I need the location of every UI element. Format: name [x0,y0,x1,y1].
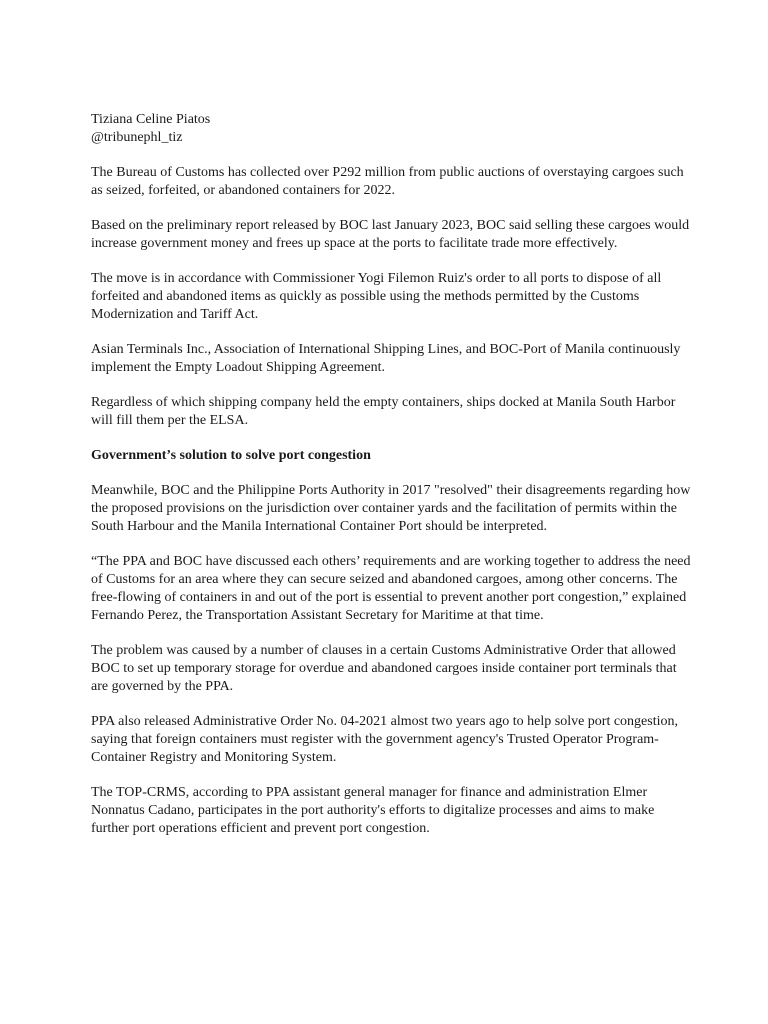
paragraph-6: Meanwhile, BOC and the Philippine Ports Authority in 2017 "resolved" their disagreements regarding how the proposed provisions on the jurisdiction over container yards and the facilitation of permits within the South Harbour and the Manila International Container Port should be interpreted. [91,483,691,534]
paragraph-5: Regardless of which shipping company held the empty containers, ships docked at Manila South Harbor will fill them per the ELSA. [91,395,676,428]
paragraph-3: The move is in accordance with Commissioner Yogi Filemon Ruiz's order to all ports to dispose of all forfeited and abandoned items as quickly as possible using the methods permitted by the Customs Modernization and Tariff Act. [91,271,662,322]
document-page [91,111,691,855]
author-handle: @tribunephl_tiz [91,130,183,145]
author-name: Tiziana Celine Piatos [91,112,211,127]
paragraph-9: PPA also released Administrative Order No. 04-2021 almost two years ago to help solve port congestion, saying that foreign containers must register with the government agency's Trusted Operator Program-Container Registry and Monitoring System. [91,714,679,765]
section-heading: Government’s solution to solve port congestion [91,448,371,463]
paragraph-8: The problem was caused by a number of clauses in a certain Customs Administrative Order that allowed BOC to set up temporary storage for overdue and abandoned cargoes inside container port terminals that are governed by the PPA. [91,643,677,694]
byline [91,111,691,147]
paragraph-7: “The PPA and BOC have discussed each others’ requirements and are working together to address the need of Customs for an area where they can secure seized and abandoned cargoes, among other concerns. The free-flowing of containers in and out of the port is essential to prevent another port congestion,” explained Fernando Perez, the Transportation Assistant Secretary for Maritime at that time. [91,554,691,623]
paragraph-2: Based on the preliminary report released by BOC last January 2023, BOC said selling these cargoes would increase government money and frees up space at the ports to facilitate trade more effectively. [91,218,690,251]
paragraph-1: The Bureau of Customs has collected over P292 million from public auctions of overstaying cargoes such as seized, forfeited, or abandoned containers for 2022. [91,165,684,198]
paragraph-4: Asian Terminals Inc., Association of International Shipping Lines, and BOC-Port of Manila continuously implement the Empty Loadout Shipping Agreement. [91,342,681,375]
paragraph-10: The TOP-CRMS, according to PPA assistant general manager for finance and administration Elmer Nonnatus Cadano, participates in the port authority's efforts to digitalize processes and aims to make further port operations efficient and prevent port congestion. [91,785,655,836]
